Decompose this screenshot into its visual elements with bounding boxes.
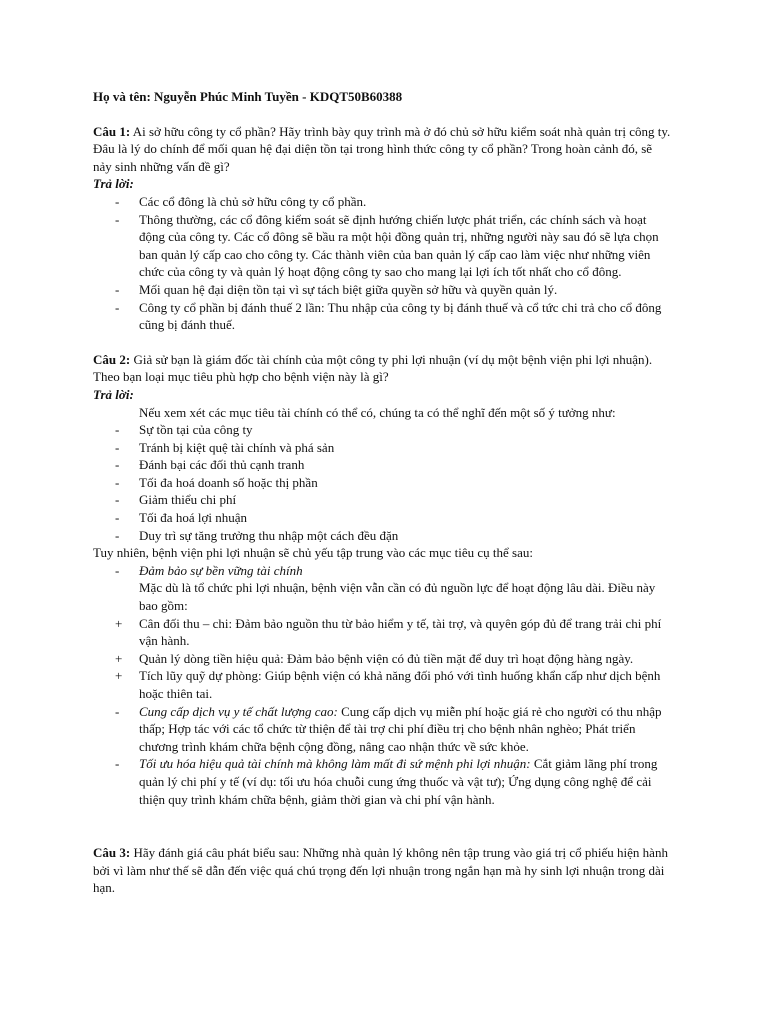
dash-marker: - bbox=[115, 457, 120, 473]
question-2-label: Câu 2: bbox=[93, 351, 131, 367]
dash-marker: - bbox=[115, 562, 120, 578]
question-1-text: Ai sở hữu công ty cổ phần? Hãy trình bày quy trình mà ở đó chủ sở hữu kiểm soát nhà quản trị công ty. Đâu là lý do chính để mối quan hệ đại diện tồn tại trong hình thức công ty cổ phần? Trong hoàn cảnh đó, sẽ nảy sinh những vấn đề gì? bbox=[93, 123, 671, 174]
goal-item bbox=[93, 703, 672, 756]
list-item-text: Các cổ đông là chủ sở hữu công ty cổ phần. bbox=[139, 193, 367, 209]
list-item-text: Tránh bị kiệt quệ tài chính và phá sản bbox=[139, 439, 335, 455]
plus-marker: + bbox=[115, 668, 123, 684]
question-3-label: Câu 3: bbox=[93, 845, 131, 861]
question-1 bbox=[93, 123, 672, 176]
list-item-text: Tối đa hoá lợi nhuận bbox=[139, 510, 247, 526]
goal-item bbox=[93, 755, 672, 808]
list-item bbox=[93, 211, 672, 281]
list-item-text: Sự tồn tại của công ty bbox=[139, 422, 253, 438]
goal-3-text: Cắt giảm lãng phí trong quản lý chi phí y tế (ví dụ: tối ưu hóa chuỗi cung ứng thuốc và vật tư); Ứng dụng công nghệ để cải thiện quy trình khám chữa bệnh, giảm thời gian và chi phí vận hành. bbox=[139, 756, 658, 807]
dash-marker: - bbox=[115, 756, 120, 772]
sub-item bbox=[93, 667, 672, 702]
list-item bbox=[93, 281, 672, 299]
answer-2-list bbox=[93, 421, 672, 544]
dash-marker: - bbox=[115, 527, 120, 543]
answer-1-list bbox=[93, 193, 672, 334]
student-name-title: Họ và tên: Nguyễn Phúc Minh Tuyền - KDQT50B60388 bbox=[93, 89, 403, 104]
list-item-text: Đánh bại các đối thủ cạnh tranh bbox=[139, 457, 305, 473]
goal-1-title: Đảm bảo sự bền vững tài chính bbox=[139, 562, 303, 578]
list-item-text: Duy trì sự tăng trưởng thu nhập một cách đều đặn bbox=[139, 527, 399, 543]
dash-marker: - bbox=[115, 474, 120, 490]
dash-marker: - bbox=[115, 211, 120, 227]
dash-marker: - bbox=[115, 299, 120, 315]
goals-list bbox=[93, 562, 672, 808]
goal-item bbox=[93, 562, 672, 580]
plus-marker: + bbox=[115, 650, 123, 666]
sub-item bbox=[93, 615, 672, 650]
question-3 bbox=[93, 844, 672, 897]
plus-marker: + bbox=[115, 615, 123, 631]
dash-marker: - bbox=[115, 703, 120, 719]
list-item-text: Thông thường, các cổ đông kiểm soát sẽ định hướng chiến lược phát triển, các chính sách và hoạt động của công ty. Các cổ đông sẽ bầu ra một hội đồng quản trị, những người này sau đó sẽ lựa chọn ban quản lý cấp cao cho công ty. Các thành viên của ban quản lý cấp cao làm việc như những viên chức của công ty và quản lý hoạt động công ty sao cho mang lại lợi ích tốt nhất cho cổ đông. bbox=[139, 211, 659, 280]
list-item bbox=[93, 509, 672, 527]
answer-2-however: Tuy nhiên, bệnh viện phi lợi nhuận sẽ chủ yếu tập trung vào các mục tiêu cụ thể sau: bbox=[93, 545, 533, 561]
sub-item-text: Tích lũy quỹ dự phòng: Giúp bệnh viện có khả năng đối phó với tình huống khẩn cấp như dịch bệnh hoặc thiên tai. bbox=[139, 668, 661, 701]
sub-item-text: Cân đối thu – chi: Đảm bảo nguồn thu từ bảo hiểm y tế, tài trợ, và quyên góp đủ để trang trải chi phí vận hành. bbox=[139, 615, 662, 649]
dash-marker: - bbox=[115, 439, 120, 455]
list-item-text: Tối đa hoá doanh số hoặc thị phần bbox=[139, 474, 318, 490]
goal-2-title: Cung cấp dịch vụ y tế chất lượng cao: bbox=[139, 703, 338, 719]
list-item-text: Mối quan hệ đại diện tồn tại vì sự tách biệt giữa quyền sở hữu và quyền quản lý. bbox=[139, 281, 558, 297]
dash-marker: - bbox=[115, 281, 120, 297]
list-item bbox=[93, 299, 672, 334]
list-item bbox=[93, 193, 672, 211]
dash-marker: - bbox=[115, 492, 120, 508]
answer-1-label: Trả lời: bbox=[93, 176, 134, 192]
list-item bbox=[93, 439, 672, 457]
dash-marker: - bbox=[115, 510, 120, 526]
list-item-text: Công ty cổ phần bị đánh thuế 2 lần: Thu nhập của công ty bị đánh thuế và cổ tức chi trả cho cổ đông cũng bị đánh thuế. bbox=[139, 299, 662, 333]
sub-item bbox=[93, 650, 672, 668]
question-3-text: Hãy đánh giá câu phát biểu sau: Những nhà quản lý không nên tập trung vào giá trị cổ phiếu hiện hành bởi vì làm như thế sẽ dẫn đến việc quá chú trọng đến lợi nhuận trong ngắn hạn mà hy sinh lợi nhuận trong dài hạn. bbox=[93, 845, 668, 896]
dash-marker: - bbox=[115, 193, 120, 209]
goal-2-text: Cung cấp dịch vụ miễn phí hoặc giá rẻ cho người có thu nhập thấp; Hợp tác với các tổ chức từ thiện để tài trợ chi phí điều trị cho bệnh nhân nghèo; Phát triển chương trình khám chữa bệnh cộng đồng, nâng cao nhận thức về sức khỏe. bbox=[139, 703, 662, 754]
list-item bbox=[93, 491, 672, 509]
goal-3-title: Tối ưu hóa hiệu quả tài chính mà không làm mất đi sứ mệnh phi lợi nhuận: bbox=[139, 756, 531, 772]
answer-2-label: Trả lời: bbox=[93, 386, 134, 402]
question-2-text: Giả sử bạn là giám đốc tài chính của một công ty phi lợi nhuận (ví dụ một bệnh viện phi lợi nhuận). Theo bạn loại mục tiêu phù hợp cho bệnh viện này là gì? bbox=[93, 351, 653, 385]
question-1-label: Câu 1: bbox=[93, 123, 131, 139]
list-item bbox=[93, 421, 672, 439]
goal-1-text: Mặc dù là tổ chức phi lợi nhuận, bệnh viện vẫn cần có đủ nguồn lực để hoạt động lâu dài. Điều này bao gồm: bbox=[139, 580, 656, 614]
question-2 bbox=[93, 351, 672, 386]
list-item bbox=[93, 527, 672, 545]
list-item bbox=[93, 456, 672, 474]
answer-2-intro: Nếu xem xét các mục tiêu tài chính có thể có, chúng ta có thể nghĩ đến một số ý tưởng như: bbox=[139, 404, 616, 420]
sub-item-text: Quản lý dòng tiền hiệu quả: Đảm bảo bệnh viện có đủ tiền mặt để duy trì hoạt động hàng ngày. bbox=[139, 650, 634, 666]
dash-marker: - bbox=[115, 422, 120, 438]
list-item bbox=[93, 474, 672, 492]
list-item-text: Giảm thiểu chi phí bbox=[139, 492, 237, 508]
